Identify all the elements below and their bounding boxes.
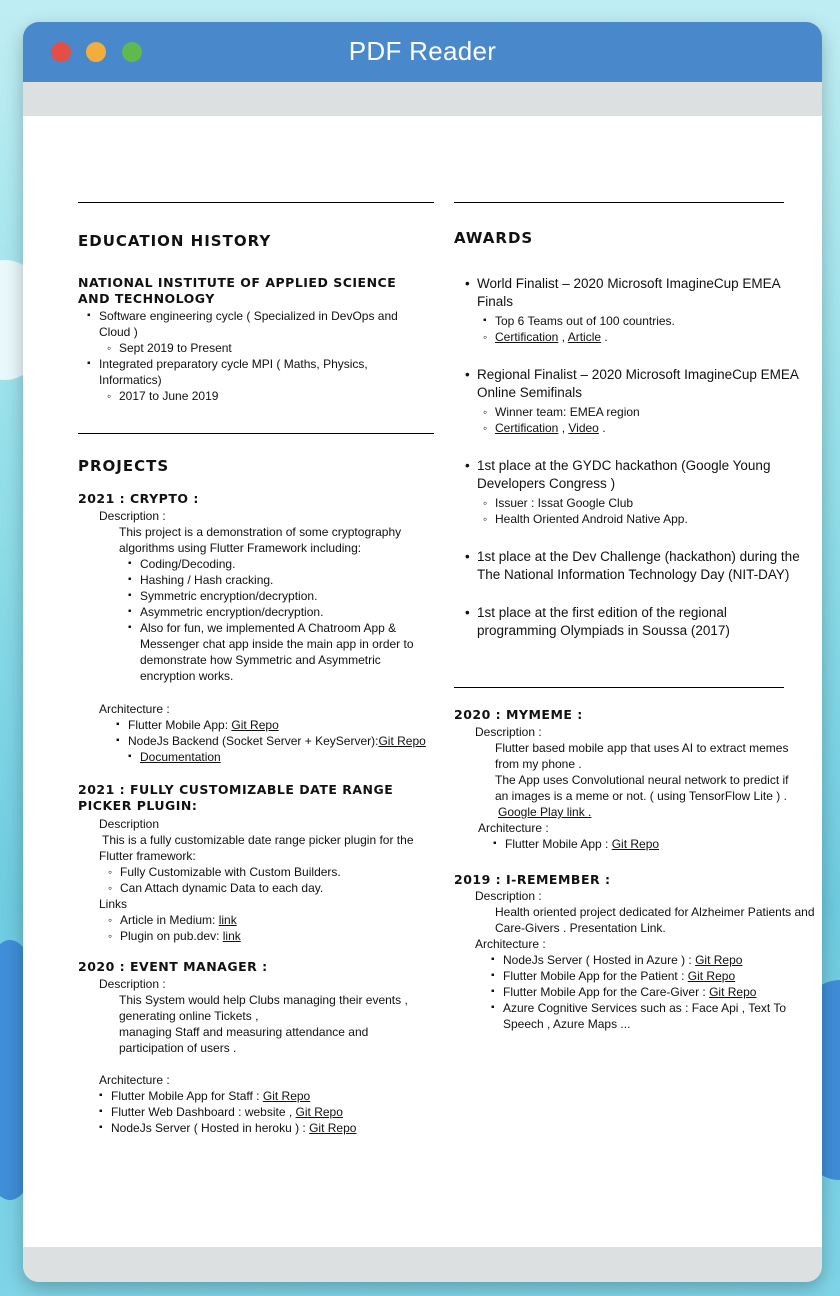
separator: .: [598, 421, 606, 435]
crypto-architecture-list: [128, 717, 438, 765]
award-text: 1st place at the GYDC hackathon (Google Young Developers Congress ): [477, 458, 771, 491]
list-item: [111, 1104, 431, 1120]
project-description: This System would help Clubs managing their events , generating online Tickets ,: [119, 993, 408, 1023]
school-name: NATIONAL INSTITUTE OF APPLIED SCIENCE AND TECHNOLOGY: [78, 275, 397, 306]
git-repo-link[interactable]: Git Repo: [709, 985, 757, 999]
git-repo-link[interactable]: Git Repo: [309, 1121, 357, 1135]
award-text: 1st place at the Dev Challenge (hackathon) during the The National Information Technology Day (NIT-DAY): [477, 549, 800, 582]
description-label: Description :: [475, 889, 542, 903]
git-repo-link[interactable]: Git Repo: [695, 953, 743, 967]
project-title-iremember: 2019 : I-REMEMBER :: [454, 872, 611, 887]
list-item: [505, 836, 805, 852]
project-description: managing Staff and measuring attendance and participation of users .: [119, 1025, 369, 1055]
award-text: Regional Finalist – 2020 Microsoft ImagineCup EMEA Online Semifinals: [477, 367, 799, 400]
list-item: [140, 749, 438, 765]
git-repo-link[interactable]: Git Repo: [295, 1105, 343, 1119]
video-link[interactable]: Video: [568, 421, 599, 435]
award-item: [477, 604, 807, 640]
divider: [78, 202, 434, 203]
award-item: [477, 275, 807, 345]
git-repo-link[interactable]: Git Repo: [611, 837, 660, 851]
git-repo-link[interactable]: Git Repo: [231, 718, 279, 732]
git-repo-link[interactable]: Git Repo: [378, 734, 426, 748]
divider: [78, 433, 434, 434]
git-repo-link[interactable]: Git Repo: [687, 969, 736, 983]
list-item-text: Integrated preparatory cycle MPI ( Maths, Physics, Informatics): [99, 357, 368, 387]
list-item: [503, 952, 803, 968]
pdf-page: [23, 116, 822, 1247]
list-item-text: NodeJs Backend (Socket Server + KeyServer):: [128, 734, 379, 748]
list-item: ◦ Can Attach dynamic Data to each day.: [120, 880, 420, 896]
certification-link[interactable]: Certification: [495, 421, 559, 435]
mymeme-architecture-list: [505, 836, 805, 852]
list-item: [503, 968, 803, 984]
project-description: This project is a demonstration of some cryptography algorithms using Flutter Framework including:: [119, 525, 402, 555]
list-item: [128, 733, 438, 749]
description-label: Description :: [99, 509, 166, 523]
award-detail: ◦ Health Oriented Android Native App.: [495, 511, 807, 527]
awards-heading: AWARDS: [454, 229, 534, 247]
description-label: Description: [99, 817, 160, 831]
iremember-architecture-list: [503, 952, 803, 1032]
google-play-link[interactable]: Google Play link .: [498, 805, 592, 819]
architecture-label: Architecture :: [99, 702, 170, 716]
window-title: PDF Reader: [348, 36, 497, 66]
links-label: Links: [99, 897, 128, 911]
award-text: World Finalist – 2020 Microsoft ImagineCup EMEA Finals: [477, 276, 780, 309]
list-item-text: NodeJs Server ( Hosted in Azure ) :: [503, 953, 696, 967]
project-description: Health oriented project dedicated for Alzheimer Patients and Care-Givers . Presentation Link.: [495, 905, 815, 935]
list-item-text: 2017 to June 2019: [119, 389, 219, 403]
award-item: [477, 457, 807, 527]
award-details: [495, 495, 807, 527]
title-bar: [23, 22, 822, 82]
award-item: [477, 366, 807, 436]
list-item: ▪ Symmetric encryption/decryption.: [140, 588, 425, 604]
list-item: ◦ Fully Customizable with Custom Builders.: [120, 864, 420, 880]
git-repo-link[interactable]: Git Repo: [262, 1089, 311, 1103]
divider: [454, 687, 784, 688]
list-item: [503, 984, 803, 1000]
toolbar: [23, 82, 822, 116]
documentation-link[interactable]: Documentation: [140, 750, 221, 764]
project-title-event-manager: 2020 : EVENT MANAGER :: [78, 959, 268, 974]
list-item: [119, 340, 409, 356]
list-item-text: Plugin on pub.dev:: [120, 929, 223, 943]
project-description: The App uses Convolutional neural network to predict if an images is a meme or not. ( using TensorFlow Lite ) .: [495, 773, 789, 803]
award-text: 1st place at the first edition of the regional programming Olympiads in Soussa (2017): [477, 605, 730, 638]
bottom-bar: [23, 1247, 822, 1282]
event-architecture-list: [111, 1088, 431, 1136]
datepicker-features-list: [120, 864, 420, 896]
project-description: Flutter based mobile app that uses AI to extract memes from my phone .: [495, 741, 789, 771]
list-item: [111, 1088, 431, 1104]
list-item: [120, 912, 420, 928]
list-item-text: Software engineering cycle ( Specialized in DevOps and Cloud ): [99, 309, 398, 339]
award-detail: [495, 420, 807, 436]
description-label: Description :: [99, 977, 166, 991]
description-label: Description :: [475, 725, 542, 739]
list-item: [119, 388, 409, 404]
award-detail: ▪ Top 6 Teams out of 100 countries.: [495, 313, 807, 329]
list-item-text: Sept 2019 to Present: [119, 341, 232, 355]
google-play-link-row: [498, 804, 591, 820]
architecture-label: Architecture :: [475, 937, 546, 951]
award-details: [495, 404, 807, 436]
projects-heading: PROJECTS: [78, 457, 170, 475]
list-item-text: Flutter Mobile App for the Patient :: [503, 969, 688, 983]
list-item-text: Flutter Mobile App :: [505, 837, 612, 851]
list-item-text: NodeJs Server ( Hosted in heroku ) :: [111, 1121, 310, 1135]
article-link[interactable]: Article: [567, 330, 602, 344]
list-item: ▪ Azure Cognitive Services such as : Face Api , Text To Speech , Azure Maps ...: [503, 1000, 803, 1032]
architecture-label: Architecture :: [99, 1073, 170, 1087]
project-description: This is a fully customizable date range picker plugin for the Flutter framework:: [99, 833, 414, 863]
awards-list: [477, 275, 807, 640]
education-list: [99, 308, 409, 404]
list-item: [111, 1120, 431, 1136]
medium-link[interactable]: link: [218, 913, 237, 927]
award-detail: [495, 329, 807, 345]
separator: ,: [558, 421, 569, 435]
list-item-text: Flutter Mobile App:: [128, 718, 232, 732]
education-heading: EDUCATION HISTORY: [78, 232, 272, 250]
award-detail: ◦ Issuer : Issat Google Club: [495, 495, 807, 511]
list-item: ▪ Hashing / Hash cracking.: [140, 572, 425, 588]
pubdev-link[interactable]: link: [222, 929, 241, 943]
award-detail: ◦ Winner team: EMEA region: [495, 404, 807, 420]
project-title-mymeme: 2020 : MYMEME :: [454, 707, 583, 722]
list-item-text: Flutter Web Dashboard : website ,: [111, 1105, 296, 1119]
list-item: [99, 308, 409, 340]
architecture-label: Architecture :: [478, 821, 549, 835]
list-item: [120, 928, 420, 944]
list-item: [99, 356, 409, 388]
project-title-crypto: 2021 : CRYPTO :: [78, 491, 199, 506]
list-item-text: Flutter Mobile App for the Care-Giver :: [503, 985, 710, 999]
award-details: [495, 313, 807, 345]
separator: ,: [558, 330, 568, 344]
pdf-reader-window: [23, 22, 822, 1282]
list-item: ▪ Also for fun, we implemented A Chatroom App & Messenger chat app inside the main app in order to demonstrate how Symmetric and Asymmetric encryption works.: [140, 620, 425, 684]
list-item: ▪ Coding/Decoding.: [140, 556, 425, 572]
crypto-features-list: [140, 556, 425, 684]
list-item-text: Flutter Mobile App for Staff :: [111, 1089, 263, 1103]
project-title-datepicker: 2021 : FULLY CUSTOMIZABLE DATE RANGE PICKER PLUGIN:: [78, 782, 394, 813]
list-item: ▪ Asymmetric encryption/decryption.: [140, 604, 425, 620]
separator: .: [601, 330, 608, 344]
certification-link[interactable]: Certification: [495, 330, 559, 344]
datepicker-links-list: [120, 912, 420, 944]
list-item: [128, 717, 438, 733]
divider: [454, 202, 784, 203]
list-item-text: Article in Medium:: [120, 913, 219, 927]
award-item: [477, 548, 807, 584]
